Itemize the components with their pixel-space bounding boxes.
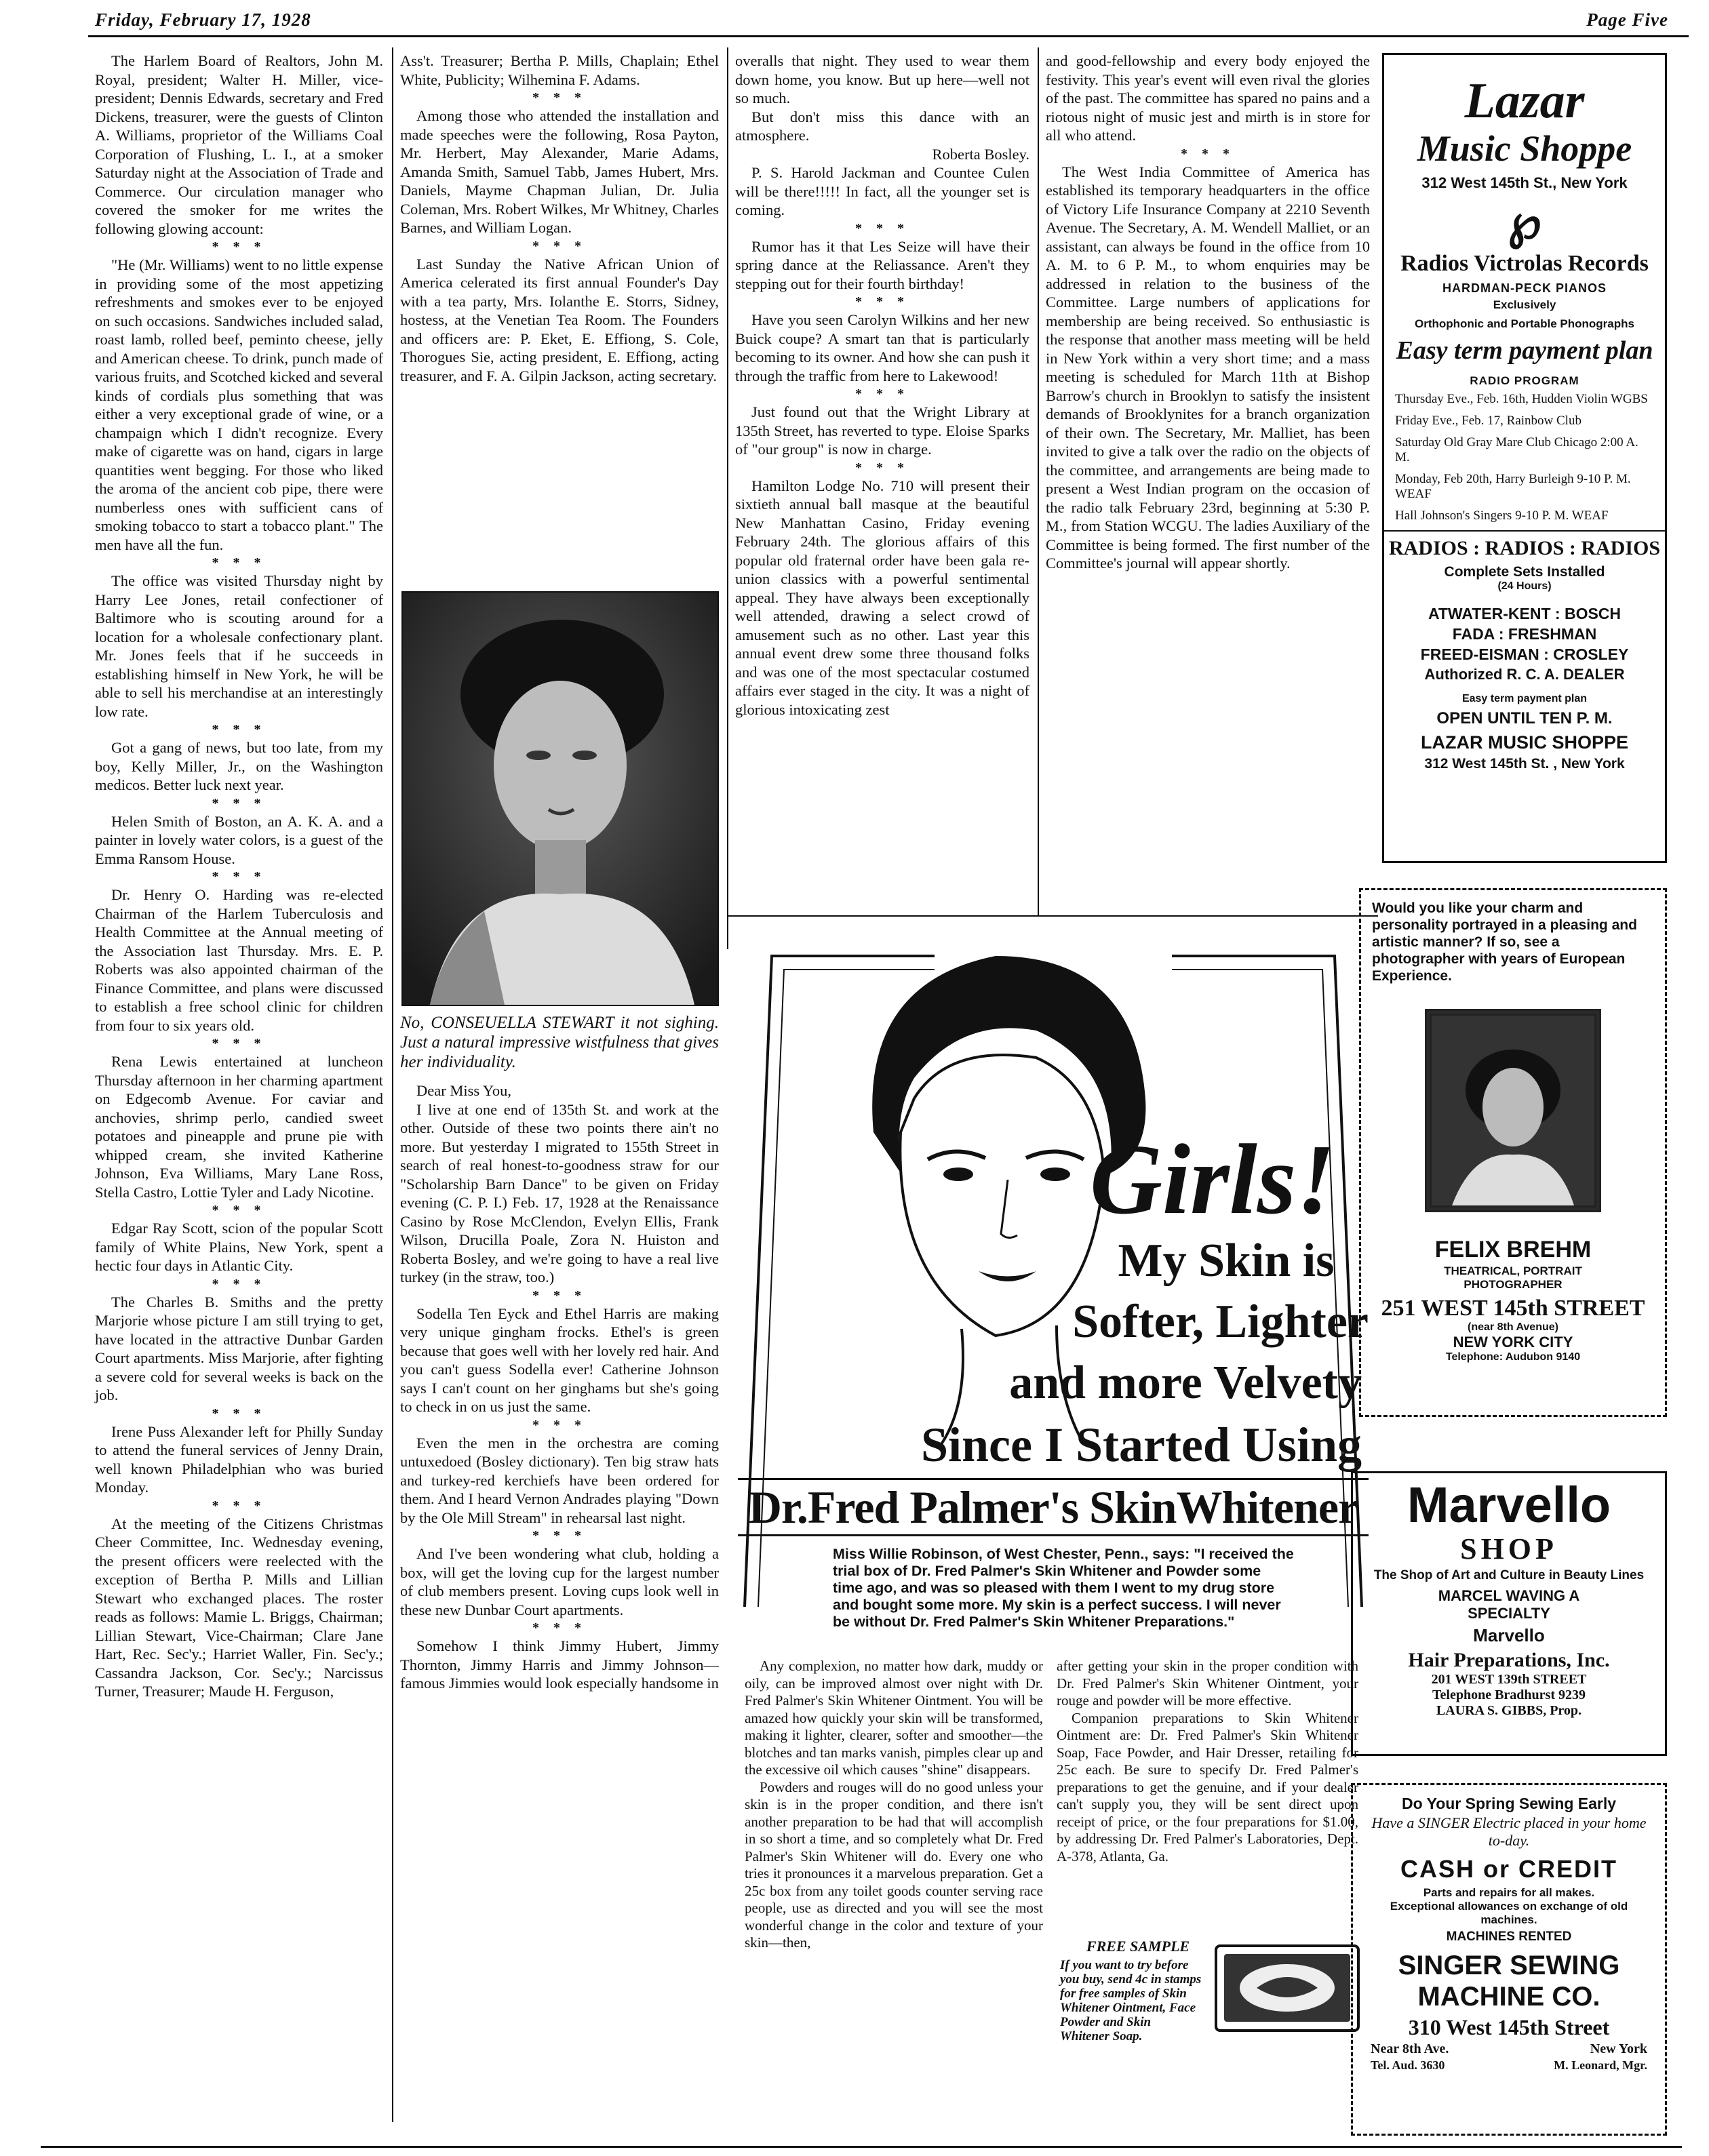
article-paragraph: Even the men in the orchestra are coming untuxedoed (Bosley dictionary). Ten big straw hats and turkey-red kerchiefs have been ordered for them. And I heard Vernon Andrades playing "Down by the Ole Mill Stream" in rehearsal last night. [400,1434,719,1526]
page-date: Friday, February 17, 1928 [95,9,311,30]
column-rule [727,47,728,949]
lazar-address: 312 West 145th St., New York [1421,174,1628,191]
article-paragraph: Edgar Ray Scott, scion of the popular Scott family of White Plains, New York, spent a hectic four days in Atlantic City. [95,1220,383,1274]
lazar-name-bottom: LAZAR MUSIC SHOPPE [1420,732,1629,753]
singer-allowances: Exceptional allowances on exchange of old machines. [1390,1900,1628,1926]
separator-stars: * * * [212,722,267,737]
separator-stars: * * * [212,1276,267,1292]
article-paragraph: Last Sunday the Native African Union of America celerated its first annual Founder's Day with a tea party, Mrs. Iolanthe E. Storrs, Sidney, hostess, at the Venetian Tea Room. The Founders and officers are: P. Eket, E. Effiong, S. Cole, Thorogues Sie, acting president, E. Effiong, acting treasurer, and F. A. Gilpin Jackson, acting secretary. [400,255,719,384]
ad-paragraph: Powders and rouges will do no good unless your skin is in the proper condition, and there isn't another preparation to be had that will accomplish in so short a time, and so completely what Dr. Fred Palmer's Skin Whitener will do. Every one who tries it pronounces it a marvelous preparation. Get a 25c box from any toilet goods counter serving race people, use as directed and you will see the most wonderful change in the color and texture of your skin—then, [745,1778,1043,1951]
article-paragraph: At the meeting of the Citizens Christmas Cheer Committee, Inc. Wednesday evening, the present officers were reelected with the exception of Bertha P. Mills and Lillian Stewart who exchanged places. The roster reads as follows: Mamie L. Briggs, Chairman; Lillian Stewart, Vice-Chairman; Clare Jane Hart, Rec. Sec'y.; Harriet Waller, Fin. Sec'y.; Cassandra Jackson, Cor. Sec'y.; Narcissus Turner, Treasurer; Maude H. Ferguson, [95,1515,383,1700]
radio-program-item: Saturday Old Gray Mare Club Chicago 2:00 A. M. [1395,435,1638,464]
lazar-brands: FADA : FRESHMAN [1452,625,1597,643]
column-3 [735,52,1029,719]
separator-stars: * * * [532,90,587,105]
brehm-name: FELIX BREHM [1434,1237,1592,1262]
separator-stars: * * * [855,294,909,309]
radio-program-item: Friday Eve., Feb. 17, Rainbow Club [1395,414,1582,428]
separator-stars: * * * [532,1528,587,1543]
column-rule [727,915,1378,917]
lazar-plan: Easy term payment plan [1396,336,1653,365]
marvello-address: 201 WEST 139th STREET [1431,1672,1587,1687]
divider [1384,530,1665,532]
singer-mgr: M. Leonard, Mgr. [1554,2058,1647,2072]
ad-free-sample-title: FREE SAMPLE [1086,1938,1190,1955]
lazar-line: Radios Victrolas Records [1400,251,1649,276]
portrait-woman-icon [403,593,718,1005]
lazar-hours: (24 Hours) [1497,580,1552,592]
singer-address: 310 West 145th Street [1408,2015,1610,2039]
singer-name-2: MACHINE CO. [1417,1982,1600,2012]
singer-rented: MACHINES RENTED [1446,1930,1572,1944]
lazar-sets: Complete Sets Installed [1444,564,1605,580]
marvello-phone: Telephone Bradhurst 9239 [1432,1688,1586,1702]
article-paragraph: And I've been wondering what club, holding a box, will get the loving cup for the largest number of club members present. Loving cups look well in these new Dunbar Court apartments. [400,1545,719,1618]
article-paragraph: Irene Puss Alexander left for Philly Sunday to attend the funeral services of Jenny Drain, well known Philadelphian who was buried Monday. [95,1422,383,1496]
lazar-brands: FREED-EISMAN : CROSLEY [1420,645,1629,663]
ad-line: My Skin is [1118,1235,1335,1287]
lazar-dealer: Authorized R. C. A. DEALER [1424,666,1625,683]
photo-caption: No, CONSEUELLA STEWART it not sighing. Just a natural impressive wistfulness that gives her individuality. [400,1014,719,1071]
article-paragraph: Helen Smith of Boston, an A. K. A. and a painter in lovely water colors, is a guest of the Emma Ransom House. [95,812,383,867]
lazar-radios: RADIOS : RADIOS : RADIOS [1388,537,1661,559]
ad-body-col2 [1057,1658,1358,1865]
singer-tel: Tel. Aud. 3630 [1371,2058,1445,2072]
letter-salutation: Dear Miss You, [416,1082,512,1099]
brehm-near: (near 8th Avenue) [1468,1321,1558,1333]
ad-free-sample-text: If you want to try before you buy, send 4c in stamps for free samples of Skin Whitener Ointment, Face Powder and Skin Whitener Soap. [1060,1958,1202,2043]
separator-stars: * * * [212,1036,267,1051]
column-4 [1046,52,1370,573]
article-paragraph: The Harlem Board of Realtors, John M. Royal, president; Walter H. Miller, vice-president; Dennis Edwards, secretary and Fred Dickens, treasurer, were the guests of Clinton A. Williams, proprietor of the Williams Coal Corporation of Flushing, L. I., at a smoker Saturday night at the Association of Trade and Commerce. Our circulation manager who covered the smoker for me writes the following glowing account: [95,52,383,237]
article-paragraph: I live at one end of 135th St. and work at the other. Outside of these two points there ain't no more. But yesterday I migrated to 155th Street in search of real honest-to-goodness straw for our "Scholarship Barn Dance" to be given on Friday evening (C. P. I.) Feb. 17, 1928 at the Renaissance Casino by Rose McClendon, Evelyn Ellis, Frank Wilson, Drucilla Poale, Zora N. Huiston and Roberta Bosley, and we're going to have a real live turkey (in the straw, too.) [400,1100,719,1285]
lazar-line: Exclusively [1493,298,1556,311]
brehm-photographer-ad [1359,888,1667,1417]
ad-brand: Dr.Fred Palmer's SkinWhitener [738,1478,1369,1536]
product-box-icon [1209,1939,1365,2041]
ad-paragraph: after getting your skin in the proper condition with Dr. Fred Palmer's Skin Whitener Ointment, your rouge and powder will be more effective. [1057,1658,1358,1709]
article-paragraph: P. S. Harold Jackman and Countee Culen will be there!!!!! In fact, all the younger set is coming. [735,164,1029,218]
separator-stars: * * * [532,1287,587,1303]
separator-stars: * * * [212,555,267,570]
separator-stars: * * * [212,239,267,254]
lazar-open: OPEN UNTIL TEN P. M. [1436,709,1613,727]
singer-near-row [1371,2041,1647,2057]
palmer-ad [731,929,1375,2149]
separator-stars: * * * [212,869,267,884]
column-1 [95,52,383,1701]
singer-ny: New York [1590,2041,1647,2056]
ad-line: and more Velvety [1009,1357,1362,1409]
article-paragraph: Somehow I think Jimmy Hubert, Jimmy Thornton, Jimmy Harris and Jimmy Johnson—famous Jimmies would look especially handsome in [400,1637,719,1692]
separator-stars: * * * [1181,146,1235,161]
article-paragraph: The office was visited Thursday night by Harry Lee Jones, retail confectioner of Baltimore who is scouting around for a location for a wholesale confectionary plant. Mr. Jones feels that if he succeeds in establishing himself in New York, he will be able to sell his merchandise at an interestingly low rate. [95,572,383,720]
ad-body-col1 [745,1658,1043,1952]
article-paragraph: "He (Mr. Williams) went to no little expense in providing some of the most appetizing refreshments and smokes ever to be enjoyed on such occasions. Sandwiches included salad, roast lamb, rolled beef, peminto cheese, jelly and American cheese. To drink, punch made of various fruits, and Scotched kicked and several kinds of cordials plus something that was either a very exceptional grade of wine, or a champaign which I didn't recognize. Every make of cigarette was on hand, cigars in large quantities went begging. For those who liked the aroma of the ancient cob pipe, there were numberless ones with sufficient cans of smoking tobacco to start a tobacco plant." The men have all the fun. [95,256,383,553]
column-rule [1038,47,1039,915]
brehm-city: NEW YORK CITY [1453,1334,1573,1351]
separator-stars: * * * [855,386,909,401]
separator-stars: * * * [532,238,587,254]
separator-stars: * * * [212,1405,267,1421]
article-paragraph: Ass't. Treasurer; Bertha P. Mills, Chaplain; Ethel White, Publicity; Wilhemina F. Adams. [400,52,719,88]
portrait-photo [401,591,719,1006]
brehm-photo [1425,1009,1601,1212]
article-paragraph: overalls that night. They used to wear them down home, you know. But up here—well not so much. [735,52,1029,106]
radio-program-item: Monday, Feb 20th, Harry Burleigh 9-10 P. M. WEAF [1395,472,1631,501]
marvello-name-2: Marvello [1473,1625,1545,1645]
page-number: Page Five [1586,9,1668,30]
singer-headline: Do Your Spring Sewing Early [1401,1795,1617,1812]
brehm-intro: Would you like your charm and personality portrayed in a pleasing and artistic manner? If so, see a photographer with years of European Experience. [1372,900,1637,984]
victor-logo-icon: ℘ [1508,197,1541,249]
ad-testimonial: Miss Willie Robinson, of West Chester, Penn., says: "I received the trial box of Dr. Fred Palmer's Skin Whitener and Powder some time ago, and was so pleased with them I went to my drug store and bought some more. My skin is a perfect success. I will never be without Dr. Fred Palmer's Skin Whitener Preparations." [833,1546,1294,1630]
column-2-bottom [400,1013,719,1693]
lazar-address-bottom: 312 West 145th St. , New York [1424,756,1625,772]
article-paragraph: and good-fellowship and every body enjoyed the festivity. This year's event will even rival the glories of the past. The committee has spared no pains and a riotous night of music jest and mirth is in store for all who attend. [1046,52,1370,144]
lazar-music-ad [1382,53,1667,863]
ad-line: Since I Started Using [920,1418,1362,1472]
article-paragraph: Sodella Ten Eyck and Ethel Harris are making very unique gingham frocks. Ethel's is green because that goes well with her lovely red hair. And you can't guess Sodella ever! Catherine Johnson says I can't count on her ginghams but she's going to check in on us just the same. [400,1304,719,1415]
radio-program-item: Thursday Eve., Feb. 16th, Hudden Violin WGBS [1395,392,1648,406]
article-paragraph: Dr. Henry O. Harding was re-elected Chairman of the Harlem Tuberculosis and Health Committee at the Annual meeting of the Association last Thursday. Mrs. E. P. Roberts was also appointed chairman of the Finance Committee, and plans were discussed to establish a free school clinic for children from four to six years old. [95,886,383,1034]
separator-stars: * * * [212,1203,267,1218]
singer-cash-credit: CASH or CREDIT [1400,1855,1617,1883]
separator-stars: * * * [855,220,909,236]
lazar-name-2: Music Shoppe [1417,128,1632,169]
lazar-line: HARDMAN-PECK PIANOS [1442,281,1607,295]
separator-stars: * * * [212,795,267,811]
singer-subhead: Have a SINGER Electric placed in your home to-day. [1371,1814,1647,1849]
article-paragraph: The Charles B. Smiths and the pretty Marjorie whose picture I am still trying to get, have located in the attractive Dunbar Garden Court apartments. Miss Marjorie, after fighting a severe cold for several weeks is back on the job. [95,1293,383,1403]
footer-rule [41,2146,1682,2148]
article-paragraph: Just found out that the Wright Library at 135th Street, has reverted to type. Eloise Sparks of "our group" is now in charge. [735,403,1029,458]
article-paragraph: Hamilton Lodge No. 710 will present their sixtieth annual ball masque at the beautiful New Manhattan Casino, Friday evening February 24th. The glorious affairs of this popular old fraternal order have been gala re-union classics with a powerful sentimental appeal. They have always been exceptionally well attended, drawing a select crowd of amusement such as no other. Last year this annual event drew some three thousand folks and was one of the most spectacular costumed affairs ever staged in the city. It was a night of glorious intoxicating zest [735,477,1029,718]
ad-paragraph: Companion preparations to Skin Whitener Ointment are: Dr. Fred Palmer's Skin Whitener Soap, Face Powder, and Hair Dresser, retailing for 25c each. Be sure to specify Dr. Fred Palmer's preparations to get the genuine, and if your dealer can't supply you, they will be sent direct upon receipt of price, or the four preparations for $1.00, by addressing Dr. Fred Palmer's Laboratories, Dept. A-378, Atlanta, Ga. [1057,1709,1358,1864]
singer-near: Near 8th Ave. [1371,2041,1449,2056]
singer-name-1: SINGER SEWING [1398,1951,1620,1980]
marvello-specialty: SPECIALTY [1468,1605,1550,1622]
brehm-phone: Telephone: Audubon 9140 [1445,1351,1581,1363]
marvello-hair: Hair Preparations, Inc. [1408,1649,1610,1671]
article-paragraph: Have you seen Carolyn Wilkins and her new Buick coupe? A smart tan that is particularly becoming to its owner. And how she can push it through the traffic from here to Lakewood! [735,311,1029,384]
article-paragraph: But don't miss this dance with an atmosphere. [735,108,1029,144]
marvello-prop: LAURA S. GIBBS, Prop. [1436,1703,1582,1718]
lazar-line: Orthophonic and Portable Phonographs [1415,317,1634,330]
article-paragraph: Got a gang of news, but too late, from my boy, Kelly Miller, Jr., on the Washington medicos. Better luck next year. [95,739,383,793]
column-2-top [400,52,719,385]
brehm-title: THEATRICAL, PORTRAIT PHOTOGRAPHER [1444,1264,1582,1291]
singer-parts: Parts and repairs for all makes. [1423,1886,1595,1899]
article-paragraph: Rena Lewis entertained at luncheon Thursday afternoon in her charming apartment on Edgecomb Avenue. For caviar and anchovies, shrimp perlo, candied sweet potatoes and pineapple and prune pie with whipped cream, she invited Katherine Johnson, Eva Williams, Mary Lane Ross, Stella Castro, Lottie Tyler and Lady Nicotine. [95,1053,383,1201]
marvello-name: Marvello [1407,1477,1611,1533]
article-paragraph: Among those who attended the installation and made speeches were the following, Rosa Payton, Mr. Herbert, May Alexander, Marie Adams, Amanda Smith, Samuel Tabb, James Hubert, Mrs. Daniels, Mayme Chapman Julian, Dr. Julia Coleman, Mrs. Robert Wilkes, Mr Whitney, Charles Barnes, and William Logan. [400,107,719,236]
article-paragraph: The West India Committee of America has established its temporary headquarters in the office of Victory Life Insurance Company at 2210 Seventh Avenue. The Secretary, A. M. Wendell Malliet, or an assistant, can always be found in the office from 10 A. M. to 6 P. M., to whom enquiries may be addressed in relation to the business of the Committee. Large numbers of applications for membership are being received. So enthusiastic is the response that another mass meeting will be held in New York within a very short time; and a mass meeting is scheduled for March 11th at Bishop Barrow's church in Brooklyn to satisfy the insistent demands of Brooklynites for a branch organization of their own. The Secretary, Mr. Malliet, has been invited to give a talk over the radio on the objects of the committee, and arrangements are being made to present a West Indian program on the occasion of the radio talk February 23rd, beginning at 5:30 P. M., from Station WCGU. The ladies Auxiliary of the Committee is being formed. The first number of the Committee's journal will appear shortly. [1046,163,1370,572]
singer-sewing-ad [1351,1783,1667,2136]
separator-stars: * * * [532,1417,587,1433]
brehm-address: 251 WEST 145th STREET [1381,1296,1645,1321]
column-rule [392,47,393,2122]
lazar-name-1: Lazar [1464,73,1585,129]
radio-program-list [1395,392,1654,523]
lazar-easy: Easy term payment plan [1461,693,1588,704]
marvello-waving: MARCEL WAVING A [1438,1587,1580,1604]
letter-signature: Roberta Bosley. [932,145,1029,163]
marvello-shop-ad [1351,1471,1667,1756]
ad-girls-headline: Girls! [1090,1124,1335,1235]
article-paragraph: Rumor has it that Les Seize will have their spring dance at the Reliassance. Aren't they stepping out for their fourth birthday! [735,237,1029,292]
separator-stars: * * * [212,1498,267,1513]
lazar-brands: ATWATER-KENT : BOSCH [1428,605,1622,622]
marvello-shop: SHOP [1460,1532,1558,1565]
singer-tel-row [1371,2058,1647,2073]
ad-line: Softer, Lighter [1072,1296,1369,1348]
header-rule [88,35,1689,37]
radio-program-item: Hall Johnson's Singers 9-10 P. M. WEAF [1395,508,1609,523]
separator-stars: * * * [855,460,909,475]
framed-portrait-icon [1432,1016,1594,1205]
marvello-tagline: The Shop of Art and Culture in Beauty Lines [1373,1568,1645,1582]
radio-program-title: RADIO PROGRAM [1470,374,1579,387]
ad-paragraph: Any complexion, no matter how dark, muddy or oily, can be improved almost over night with Dr. Fred Palmer's Skin Whitener Ointment. You will be amazed how quickly your skin will be transformed, making it lighter, clearer, softer and smoother—the blotches and tan marks vanish, pimples clear up and the excessive oil which causes "shine" disappears. [745,1658,1043,1778]
separator-stars: * * * [532,1620,587,1635]
